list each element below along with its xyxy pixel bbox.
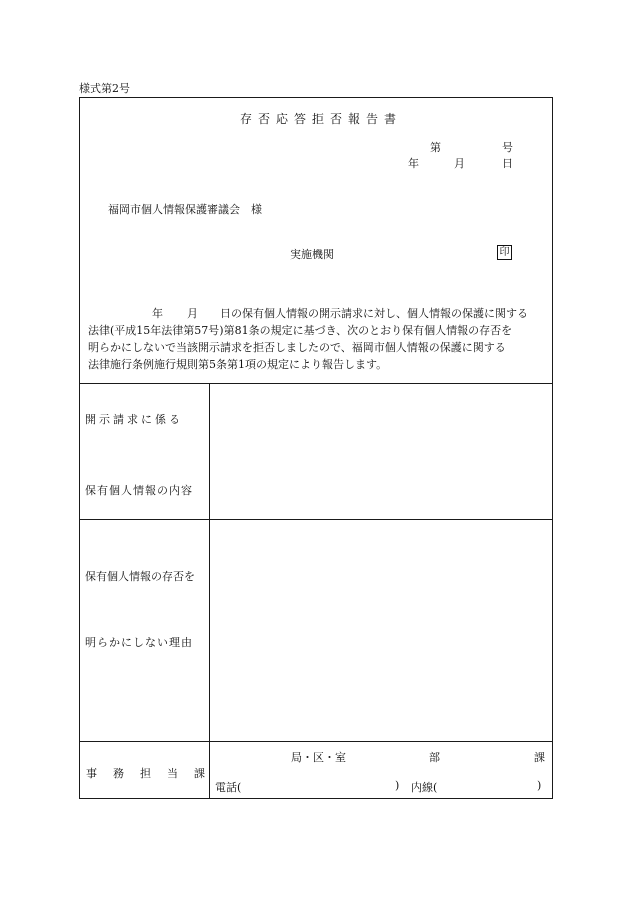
body-line-4: 法律施行条例施行規則第5条第1項の規定により報告します。 [88, 358, 388, 371]
extension-label: 内線( [411, 781, 438, 794]
section-label: 課 [534, 751, 545, 764]
body-line-3: 明らかにしないで当該開示請求を拒否しましたので、福岡市個人情報の保護に関する [88, 341, 506, 354]
body-line-1-text: 日の保有個人情報の開示請求に対し、個人情報の保護に関する [220, 307, 528, 320]
addressee: 福岡市個人情報保護審議会 様 [108, 203, 262, 216]
seal-mark [497, 245, 512, 260]
bureau-label: 局・区・室 [291, 751, 346, 764]
divider-header [79, 383, 553, 384]
content-label-line-2: 保有個人情報の内容 [85, 484, 193, 497]
body-line-1 [88, 305, 528, 322]
column-divider [209, 383, 210, 798]
body-line-2: 法律(平成15年法律第57号)第81条の規定に基づき、次のとおり保有個人情報の存否を [88, 324, 513, 337]
number-suffix: 号 [502, 141, 513, 154]
document-title: 存否応答拒否報告書 [240, 112, 403, 126]
divider-content [79, 519, 553, 520]
extension-close: ) [537, 779, 542, 792]
date-month: 月 [454, 157, 465, 170]
divider-reason [79, 741, 553, 742]
number-prefix: 第 [430, 141, 441, 154]
content-label-line-1: 開示請求に係る [85, 413, 183, 426]
reason-value-area[interactable] [211, 521, 550, 739]
reason-label-line-1: 保有個人情報の存否を [85, 570, 195, 583]
phone-close: ) [395, 779, 400, 792]
body-month: 月 [187, 307, 198, 320]
date-year: 年 [408, 157, 419, 170]
report-body [88, 305, 528, 373]
phone-label: 電話( [215, 781, 242, 794]
content-value-area[interactable] [211, 385, 550, 517]
date-day: 日 [502, 157, 513, 170]
reason-label-line-2: 明らかにしない理由 [85, 636, 193, 649]
implementing-agency-label: 実施機関 [290, 248, 334, 261]
form-number: 様式第2号 [79, 82, 130, 95]
division-label: 部 [429, 751, 440, 764]
body-year: 年 [152, 307, 163, 320]
seal-icon: 印 [497, 245, 512, 260]
department-label: 事務担当課 [86, 767, 221, 780]
